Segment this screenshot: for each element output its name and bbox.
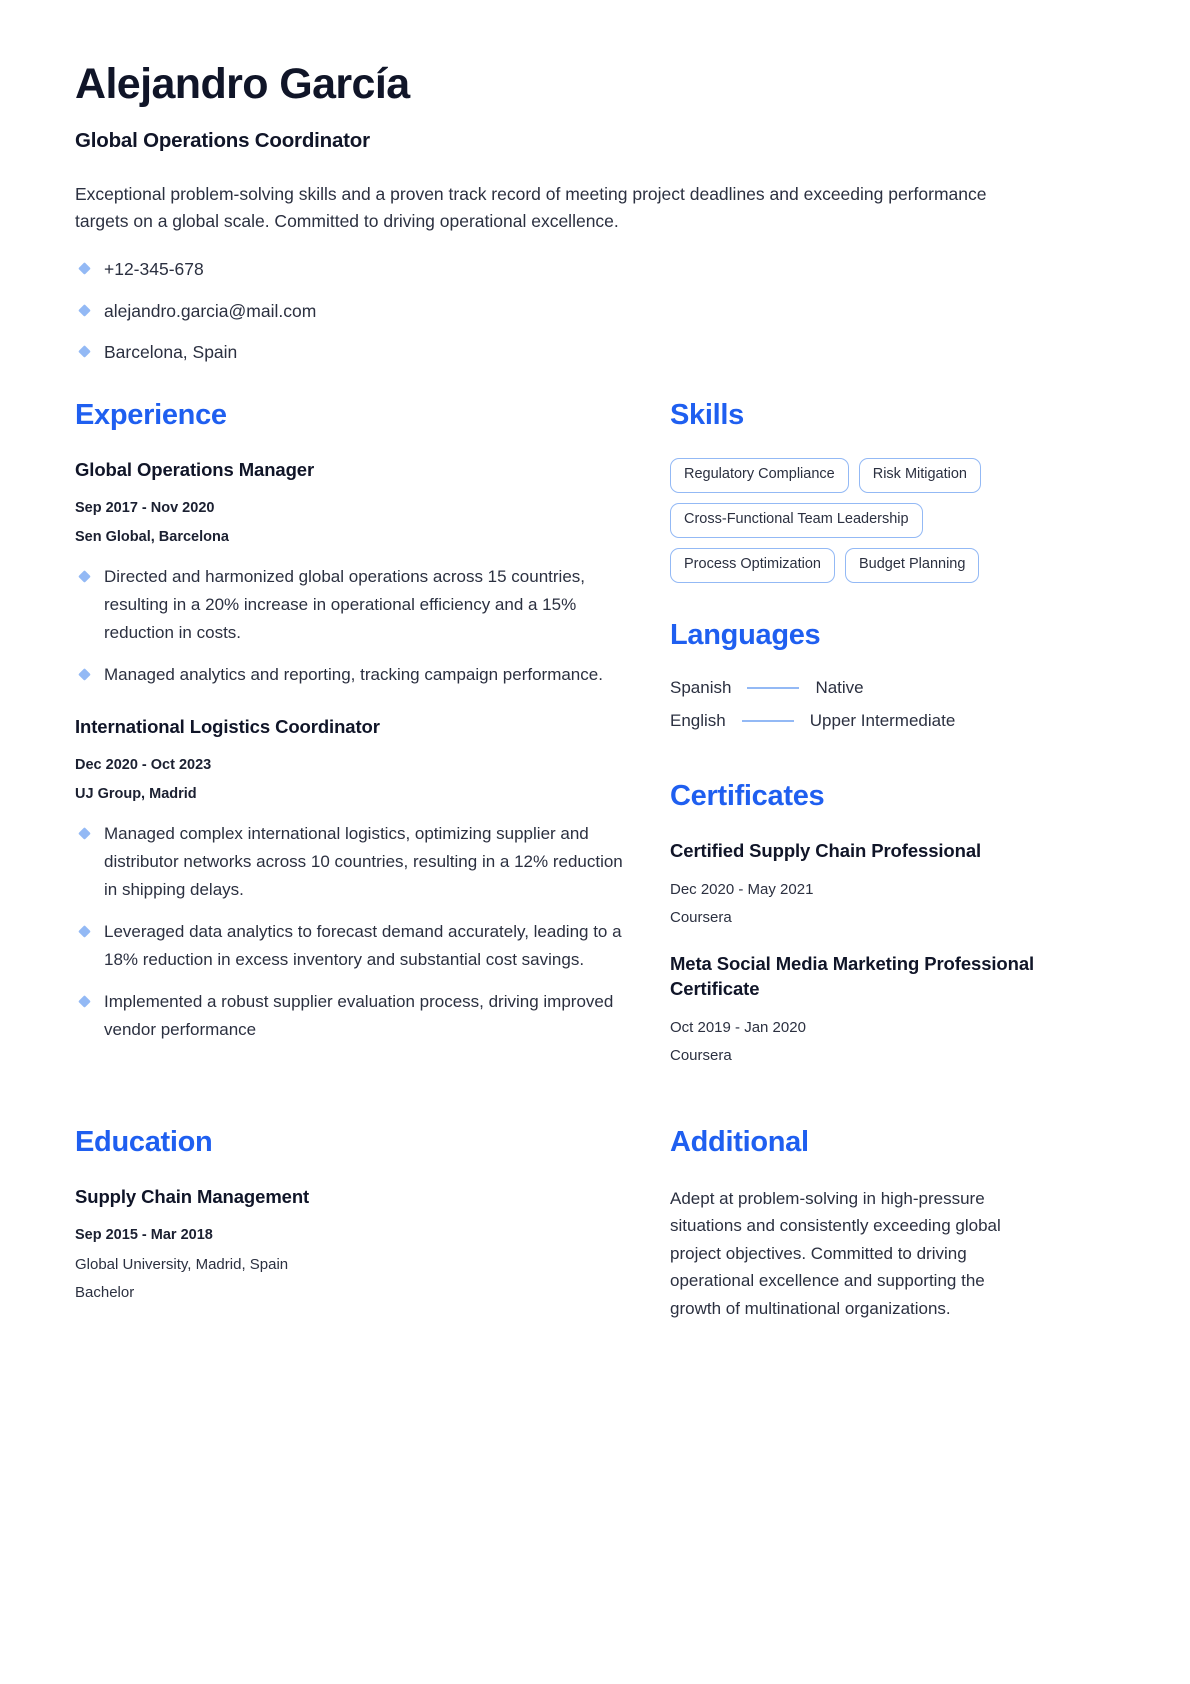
experience-bullet-list: [75, 820, 635, 1044]
language-connector-line: [742, 720, 794, 722]
experience-company: Sen Global, Barcelona: [75, 528, 229, 545]
candidate-summary: Exceptional problem-solving skills and a proven track record of meeting project deadlines and exceeding performance targets on a global scale. Committed to driving operational excellence.: [75, 184, 987, 232]
language-row: [670, 711, 1115, 731]
education-dates: Sep 2015 - Mar 2018: [75, 1227, 213, 1244]
language-level: Upper Intermediate: [809, 710, 956, 730]
certificate-dates: Dec 2020 - May 2021: [670, 880, 814, 898]
experience-bullet-text: Managed complex international logistics, optimizing supplier and distributor networks across 10 countries, resulting in a 12% reduction in shipping delays.: [104, 824, 623, 900]
skills-list: [670, 458, 1000, 583]
contact-list: [75, 257, 1115, 365]
right-column: [670, 399, 1115, 1327]
certificate-name: Certified Supply Chain Professional: [670, 839, 982, 861]
left-column: [75, 399, 635, 1327]
section-education: [75, 1126, 635, 1301]
section-spacer: [670, 583, 1115, 619]
contact-location-value: Barcelona, Spain: [104, 342, 238, 363]
diamond-bullet-icon: [78, 925, 91, 938]
section-title-skills: Skills: [670, 398, 744, 431]
experience-company: UJ Group, Madrid: [75, 786, 197, 803]
certificate-issuer: Coursera: [670, 908, 732, 926]
diamond-bullet-icon: [78, 995, 91, 1008]
experience-entry: [75, 715, 635, 1044]
experience-bullet: [75, 661, 635, 689]
education-institution: Global University, Madrid, Spain: [75, 1256, 289, 1274]
experience-bullet: [75, 820, 635, 904]
language-name: English: [670, 710, 726, 730]
contact-item-location: [75, 340, 1115, 365]
section-spacer: [670, 744, 1115, 780]
skill-pill: Cross-Functional Team Leadership: [670, 503, 923, 538]
section-skills: [670, 399, 1115, 583]
candidate-job-title: Global Operations Coordinator: [75, 129, 370, 153]
section-languages: [670, 619, 1115, 731]
diamond-bullet-icon: [78, 263, 91, 276]
language-row: [670, 678, 1115, 698]
education-program: Supply Chain Management: [75, 1186, 310, 1208]
skill-pill: Risk Mitigation: [859, 458, 981, 493]
column-gap: [635, 399, 670, 1327]
certificate-issuer: Coursera: [670, 1046, 732, 1064]
language-level: Native: [815, 677, 864, 697]
experience-bullet-text: Leveraged data analytics to forecast demand accurately, leading to a 18% reduction in excess inventory and substantial cost savings.: [104, 922, 622, 970]
certificate-entry: [670, 839, 1115, 926]
experience-entry: [75, 458, 635, 689]
section-spacer: [670, 1090, 1115, 1126]
certificate-dates: Oct 2019 - Jan 2020: [670, 1018, 806, 1036]
skill-pill: Budget Planning: [845, 548, 979, 583]
experience-role: Global Operations Manager: [75, 458, 315, 480]
contact-phone-value: +12-345-678: [104, 259, 204, 280]
diamond-bullet-icon: [78, 827, 91, 840]
section-title-additional: Additional: [670, 1125, 809, 1158]
skill-pill: Process Optimization: [670, 548, 835, 583]
language-connector-line: [747, 687, 799, 689]
section-spacer: [75, 1070, 635, 1126]
certificate-name: Meta Social Media Marketing Professional Certificate: [670, 952, 1035, 999]
candidate-name: Alejandro García: [75, 60, 410, 108]
contact-item-phone: [75, 257, 1115, 282]
education-degree: Bachelor: [75, 1284, 135, 1302]
experience-bullet-text: Directed and harmonized global operations across 15 countries, resulting in a 20% increase in operational efficiency and a 15% reduction in costs.: [104, 566, 585, 642]
certificate-entry: [670, 952, 1115, 1064]
experience-bullet-text: Implemented a robust supplier evaluation process, driving improved vendor performance: [104, 992, 614, 1040]
language-name: Spanish: [670, 677, 732, 697]
additional-text: Adept at problem-solving in high-pressure situations and consistently exceeding global project objectives. Committed to driving operational excellence and supporting the growth of multinational organizations.: [670, 1188, 1001, 1318]
section-title-certificates: Certificates: [670, 779, 825, 812]
section-title-experience: Experience: [75, 398, 227, 431]
experience-bullet: [75, 918, 635, 974]
experience-bullet: [75, 988, 635, 1044]
experience-dates: Sep 2017 - Nov 2020: [75, 499, 215, 516]
section-title-education: Education: [75, 1126, 213, 1159]
experience-bullet-list: [75, 563, 635, 689]
section-certificates: [670, 780, 1115, 1064]
resume-body: [75, 399, 1115, 1327]
resume-header: [75, 62, 1115, 365]
contact-email-value: alejandro.garcia@mail.com: [104, 300, 317, 321]
diamond-bullet-icon: [78, 570, 91, 583]
experience-bullet-text: Managed analytics and reporting, tracking campaign performance.: [104, 665, 603, 684]
education-entry: [75, 1185, 635, 1301]
section-title-languages: Languages: [670, 618, 821, 651]
experience-role: International Logistics Coordinator: [75, 716, 380, 738]
experience-bullet: [75, 563, 635, 647]
diamond-bullet-icon: [78, 304, 91, 317]
experience-dates: Dec 2020 - Oct 2023: [75, 757, 212, 774]
diamond-bullet-icon: [78, 346, 91, 359]
section-additional: [670, 1126, 1115, 1323]
section-experience: [75, 399, 635, 1044]
contact-item-email: [75, 299, 1115, 324]
skill-pill: Regulatory Compliance: [670, 458, 849, 493]
diamond-bullet-icon: [78, 668, 91, 681]
